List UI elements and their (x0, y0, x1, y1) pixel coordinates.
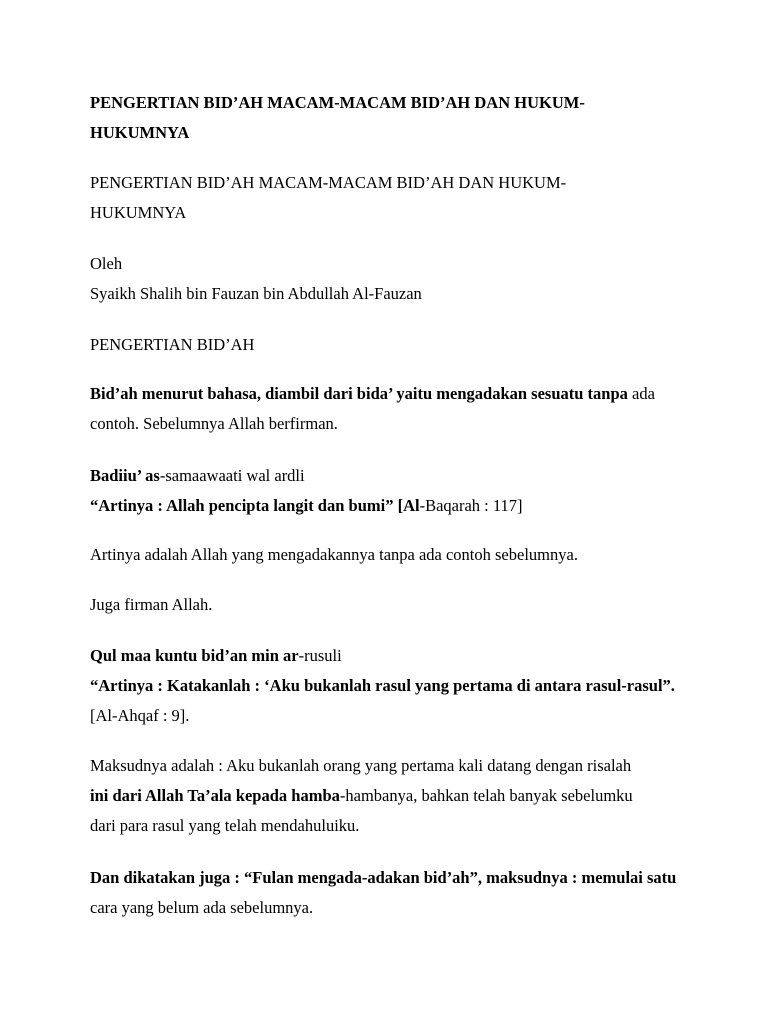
paragraph-4 (90, 751, 690, 841)
paragraph-1-rest: ada (627, 384, 655, 403)
paragraph-1-bold: Bid’ah menurut bahasa, diambil dari bida’ yaitu mengadakan sesuatu tanpa (90, 384, 628, 403)
paragraph-2 (90, 540, 690, 570)
verse-2-bold: Qul maa kuntu bid’an min ar (90, 646, 299, 665)
byline-label: Oleh (90, 254, 123, 273)
verse-1-rest: -samaawaati wal ardli (159, 466, 305, 485)
verse-2-rest: -rusuli (298, 646, 342, 665)
verse-1-translation-bold: “Artinya : Allah pencipta langit dan bumi” [Al (90, 496, 420, 515)
verse-2-reference: [Al-Ahqaf : 9]. (90, 706, 190, 725)
verse-2 (90, 641, 690, 731)
paragraph-1 (90, 379, 690, 439)
paragraph-4-line-2 (90, 781, 690, 811)
paragraph-3-text: Juga firman Allah. (90, 595, 213, 614)
paragraph-5-line-1: Dan dikatakan juga : “Fulan mengada-adakan bid’ah”, maksudnya : memulai satu (90, 868, 677, 887)
verse-1-bold: Badiiu’ as (90, 466, 160, 485)
title-regular (90, 168, 690, 228)
paragraph-1-line-1 (90, 379, 690, 409)
paragraph-4-bold: ini dari Allah Ta’ala kepada hamba (90, 786, 340, 805)
paragraph-4-rest: -hambanya, bahkan telah banyak sebelumku (339, 786, 633, 805)
paragraph-4-line-3: dari para rasul yang telah mendahuluiku. (90, 816, 360, 835)
verse-2-translation: “Artinya : Katakanlah : ‘Aku bukanlah rasul yang pertama di antara rasul-rasul”. (90, 676, 675, 695)
paragraph-4-line-1: Maksudnya adalah : Aku bukanlah orang yang pertama kali datang dengan risalah (90, 756, 632, 775)
verse-2-arabic (90, 641, 690, 671)
title-bold (90, 88, 690, 148)
byline (90, 249, 690, 309)
title-bold-line-2: HUKUMNYA (90, 123, 190, 142)
title-line-1: PENGERTIAN BID’AH MACAM-MACAM BID’AH DAN HUKUM- (90, 173, 567, 192)
author-name: Syaikh Shalih bin Fauzan bin Abdullah Al-Fauzan (90, 284, 422, 303)
title-bold-line-1: PENGERTIAN BID’AH MACAM-MACAM BID’AH DAN HUKUM- (90, 93, 585, 112)
verse-1 (90, 461, 690, 521)
paragraph-3 (90, 590, 690, 620)
paragraph-1-line-2: contoh. Sebelumnya Allah berfirman. (90, 414, 338, 433)
verse-1-arabic (90, 461, 690, 491)
title-line-2: HUKUMNYA (90, 203, 187, 222)
verse-1-translation (90, 491, 690, 521)
section-heading-text: PENGERTIAN BID’AH (90, 335, 255, 354)
paragraph-2-text: Artinya adalah Allah yang mengadakannya tanpa ada contoh sebelumnya. (90, 545, 578, 564)
paragraph-5 (90, 863, 690, 923)
paragraph-5-line-2: cara yang belum ada sebelumnya. (90, 898, 314, 917)
section-heading (90, 330, 690, 360)
verse-1-reference: -Baqarah : 117] (419, 496, 523, 515)
